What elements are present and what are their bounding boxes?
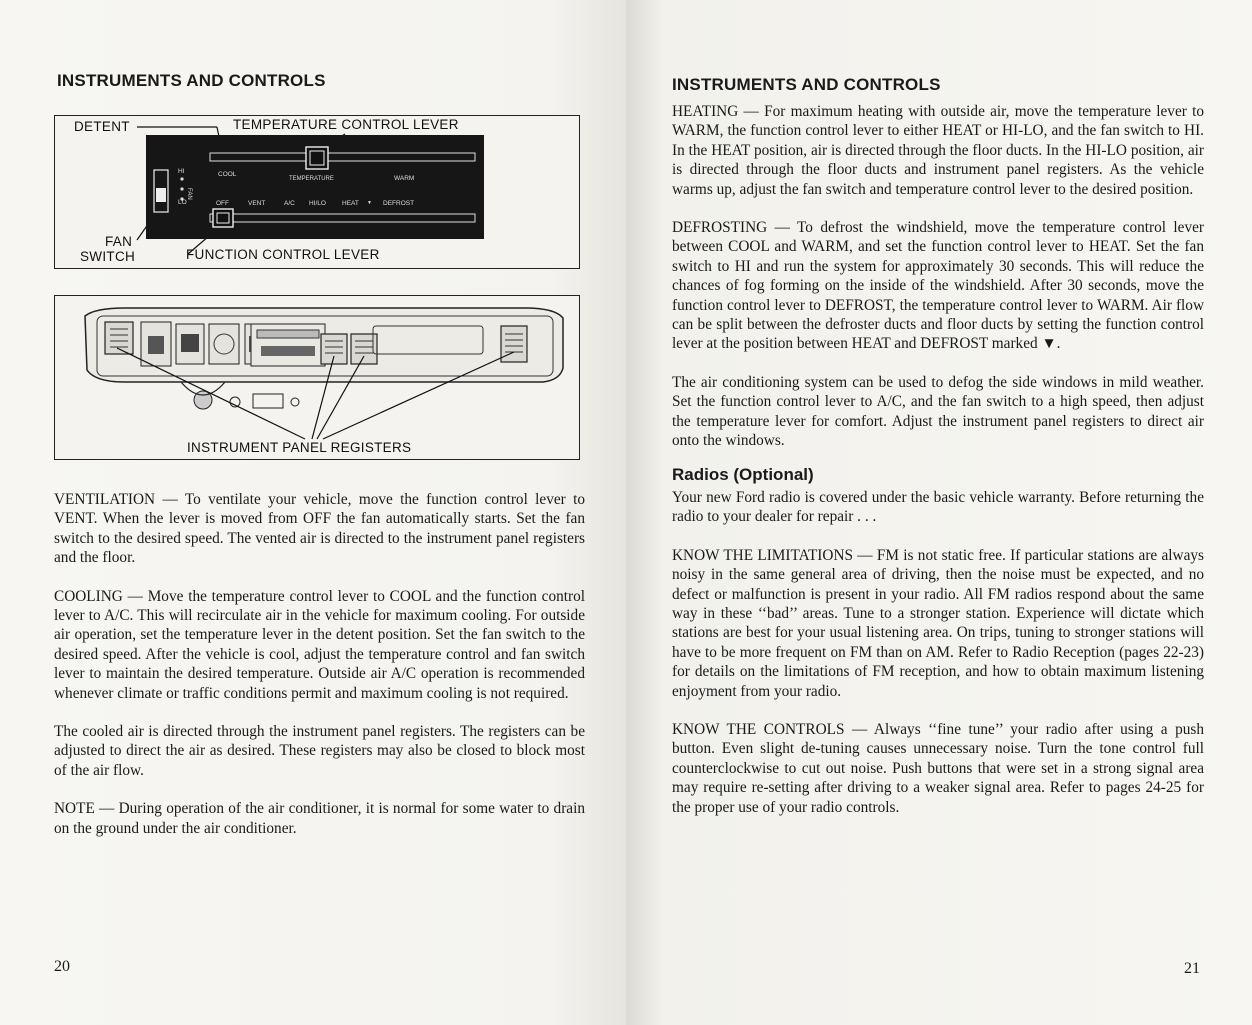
panel-defrost-text: DEFROST xyxy=(383,200,415,207)
switch-label: SWITCH xyxy=(80,249,136,264)
temperature-lever-label: TEMPERATURE CONTROL LEVER xyxy=(233,117,459,132)
know-limitations-paragraph: KNOW THE LIMITATIONS — FM is not static free. If particular stations are always noisy in the same general area of driving, then the noise must be expected, and no defect or malfunction is present in your radio. All FM radios respond about the same way in these ‘‘bad’’ areas. Tune to a stronger station. Experience will dictate which stations are best for your usual listening area. On trips, tuning to stronger stations will have to be more frequent on FM than on AM. Refer to Radio Reception (pages 22-23) for details on the limitations of FM reception, and how to obtain maximum listening enjoyment from your radio. xyxy=(672,546,1204,700)
know-controls-paragraph: KNOW THE CONTROLS — Always ‘‘fine tune’’ your radio after using a push button. Even slight de-tuning causes unnecessary noise. Turn the tone control full counterclockwise to cut out noise. Push buttons that were set in a strong signal area may require re-setting after driving to a weaker signal area. Refer to pages 24-25 for the proper use of your radio controls. xyxy=(672,720,1204,816)
left-page-number: 20 xyxy=(54,958,70,975)
panel-hilo-text: HI/LO xyxy=(309,200,326,207)
panel-temperature-text: TEMPERATURE xyxy=(289,176,334,182)
panel-fan-text: FAN xyxy=(186,188,192,200)
panel-off-text: OFF xyxy=(216,200,229,207)
fan-label: FAN xyxy=(105,234,133,249)
right-page-heading: INSTRUMENTS AND CONTROLS xyxy=(672,75,941,94)
right-page xyxy=(626,0,1252,1025)
panel-lo-text: LO xyxy=(178,199,187,206)
control-panel-drawing xyxy=(55,116,579,268)
climate-control-figure xyxy=(54,115,580,269)
panel-vent-text: VENT xyxy=(248,200,266,207)
instrument-panel-caption: INSTRUMENT PANEL REGISTERS xyxy=(187,440,412,455)
defog-paragraph: The air conditioning system can be used to defog the side windows in mild weather. Set the function control lever to A/C, and the fan switch to a high speed, then adjust the temperature lever for comfort. Adjust the instrument panel registers to direct air onto the windows. xyxy=(672,373,1204,450)
cooled-air-paragraph: The cooled air is directed through the instrument panel registers. The registers can be adjusted to direct the air as desired. These registers may also be closed to block most of the air flow. xyxy=(54,723,585,779)
panel-hi-text: HI xyxy=(178,168,185,175)
function-lever-label: FUNCTION CONTROL LEVER xyxy=(186,247,380,262)
note-paragraph: NOTE — During operation of the air conditioner, it is normal for some water to drain on the ground under the air conditioner. xyxy=(54,800,585,837)
dashboard-drawing xyxy=(55,296,579,459)
defrosting-paragraph: DEFROSTING — To defrost the windshield, move the temperature control lever between COOL and WARM, and set the function control lever to HEAT. Set the fan switch to HI and run the system for approximately 30 seconds. This will reduce the chances of fog forming on the inside of the windshield. After 30 seconds, move the function control lever to DEFROST, the temperature control lever to WARM. Air flow can be split between the defroster ducts and floor ducts by setting the function control lever at the position between HEAT and DEFROST marked ▼. xyxy=(672,219,1204,353)
panel-ac-text: A/C xyxy=(284,200,295,207)
panel-cool-text: COOL xyxy=(218,171,237,178)
right-page-number: 21 xyxy=(1184,960,1200,977)
heating-paragraph: HEATING — For maximum heating with outside air, move the temperature lever to WARM, the function control lever to either HEAT or HI-LO, and the fan switch to HI. In the HEAT position, air is directed through the floor ducts. In the HI-LO position, air is directed through the floor ducts and instrument panel registers. As the vehicle warms up, adjust the fan switch and temperature control lever to the desired position. xyxy=(672,103,1204,198)
left-page-body xyxy=(54,490,585,857)
radio-warranty-paragraph: Your new Ford radio is covered under the basic vehicle warranty. Before returning the radio to your dealer for repair . . . xyxy=(672,488,1204,526)
right-page-body xyxy=(672,102,1204,836)
cooling-paragraph: COOLING — Move the temperature control lever to COOL and the function control lever to A/C. This will recirculate air in the vehicle for maximum cooling. For outside air operation, set the temperature lever in the detent position. Set the fan switch to the desired speed. After the vehicle is cool, adjust the temperature control and fan switch lever to maintain the desired temperature. Outside air A/C operation is recommended whenever climate or traffic conditions permit and maximum cooling is not required. xyxy=(54,587,585,702)
radios-heading: Radios (Optional) xyxy=(672,464,814,484)
panel-heat-text: HEAT xyxy=(342,200,359,207)
instrument-panel-figure xyxy=(54,295,580,460)
panel-warm-text: WARM xyxy=(394,175,415,182)
detent-label: DETENT xyxy=(74,119,130,134)
panel-split-marker: ▼ xyxy=(367,200,372,206)
left-page-heading: INSTRUMENTS AND CONTROLS xyxy=(57,71,326,90)
ventilation-paragraph: VENTILATION — To ventilate your vehicle, move the function control lever to VENT. When the lever is moved from OFF the fan automatically starts. Set the fan switch to the desired speed. The vented air is directed to the instrument panel registers and the floor. xyxy=(54,491,585,567)
